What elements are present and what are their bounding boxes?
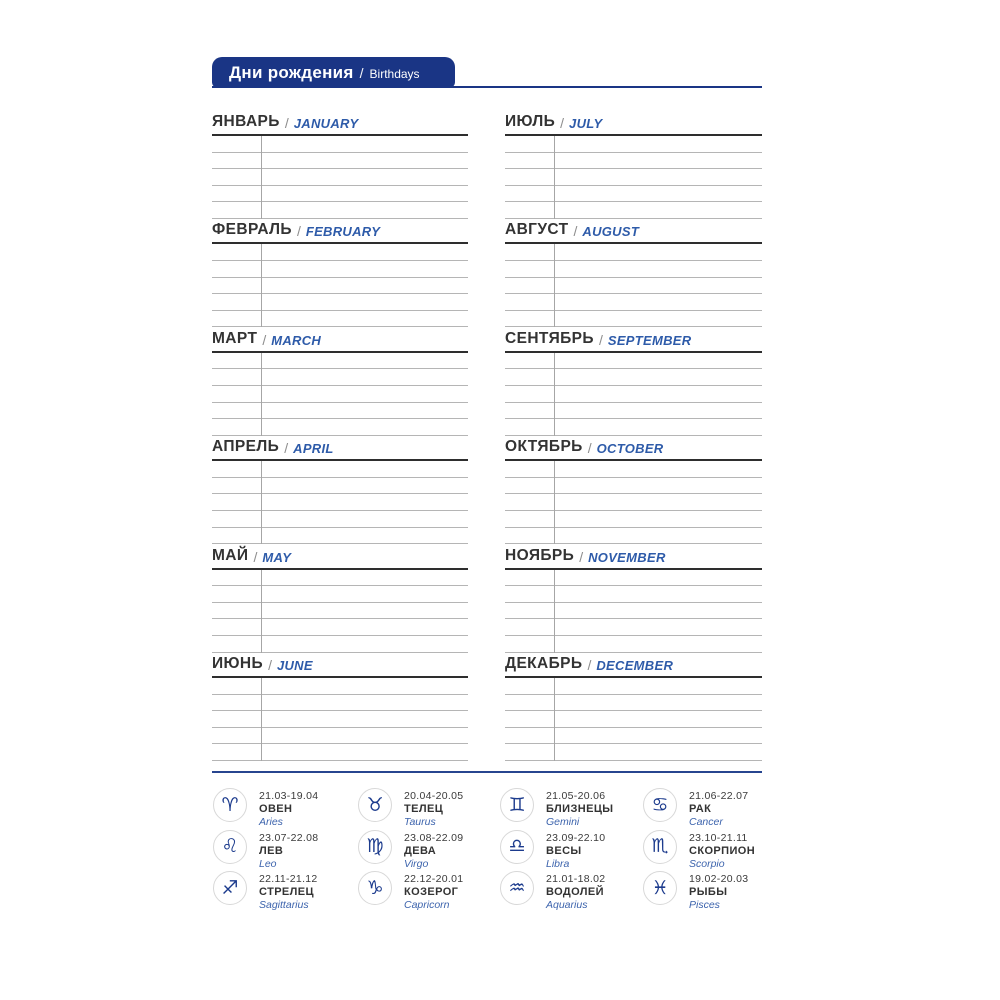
zodiac-item-aries: [213, 788, 358, 829]
month-entry-lines: [212, 244, 468, 327]
zodiac-name-ru: БЛИЗНЕЦЫ: [546, 803, 614, 815]
virgo-icon: ♍: [358, 830, 392, 864]
month-separator: /: [284, 115, 289, 131]
zodiac-name-en: Taurus: [404, 816, 436, 828]
date-column-divider: [554, 136, 555, 219]
month-name-en: AUGUST: [582, 224, 640, 240]
zodiac-date-range: 21.01-18.02: [546, 873, 606, 886]
zodiac-name-en: Capricorn: [404, 899, 450, 912]
zodiac-text: [546, 871, 605, 912]
month-name-en: NOVEMBER: [588, 549, 666, 565]
zodiac-name-en: Aquarius: [546, 899, 588, 912]
zodiac-name-ru: ТЕЛЕЦ: [404, 803, 444, 815]
month-entry-lines: [212, 353, 468, 436]
month-header: [212, 329, 468, 353]
title-separator: /: [359, 64, 364, 81]
month-separator: /: [573, 223, 578, 240]
zodiac-date-range: 20.04-20.05: [404, 790, 464, 802]
entry-line: [212, 169, 468, 186]
entry-line: [212, 636, 468, 653]
zodiac-text: [259, 871, 318, 912]
month-separator: /: [284, 440, 289, 457]
zodiac-item-cancer: [643, 788, 762, 829]
zodiac-name-ru: РАК: [689, 803, 712, 815]
month-separator: /: [268, 656, 272, 673]
month-name-en: JANUARY: [293, 116, 359, 131]
entry-line: [505, 461, 762, 478]
month-header: [505, 112, 762, 136]
month-name-en: JULY: [569, 116, 603, 131]
month-block-may: [212, 546, 468, 654]
zodiac-date-range: 21.06-22.07: [689, 790, 749, 802]
zodiac-item-taurus: [358, 788, 500, 829]
month-header: [212, 220, 468, 244]
date-column-divider: [554, 461, 555, 544]
zodiac-name-ru: РЫБЫ: [689, 886, 728, 899]
aquarius-icon: ♒: [500, 871, 534, 905]
zodiac-name-ru: ВЕСЫ: [546, 844, 582, 857]
month-block-july: [505, 112, 762, 220]
month-name-ru: ИЮНЬ: [212, 654, 264, 672]
capricorn-icon: ♑: [358, 871, 392, 905]
month-entry-lines: [212, 136, 468, 219]
month-separator: /: [598, 331, 603, 348]
month-separator: /: [262, 331, 267, 348]
month-header: [212, 654, 468, 678]
leo-icon: ♌: [213, 830, 247, 864]
entry-line: [212, 353, 468, 370]
month-name-ru: МАЙ: [212, 546, 249, 564]
zodiac-name-ru: ДЕВА: [404, 844, 437, 857]
entry-line: [505, 744, 762, 761]
entry-line: [505, 695, 762, 712]
date-column-divider: [554, 244, 555, 327]
taurus-icon: ♉: [358, 788, 392, 822]
entry-line: [505, 678, 762, 695]
entry-line: [212, 369, 468, 386]
zodiac-name-en: Gemini: [546, 816, 580, 828]
zodiac-name-en: Scorpio: [689, 857, 725, 870]
zodiac-text: [404, 788, 463, 829]
month-header: [505, 654, 762, 678]
zodiac-text: [689, 788, 748, 829]
zodiac-item-libra: [500, 830, 643, 871]
entry-line: [212, 186, 468, 203]
entry-line: [212, 570, 468, 587]
month-header: [505, 329, 762, 353]
month-block-january: [212, 112, 468, 220]
zodiac-text: [259, 830, 318, 871]
entry-line: [212, 619, 468, 636]
zodiac-name-ru: ЛЕВ: [259, 844, 284, 857]
entry-line: [505, 311, 762, 328]
month-block-december: [505, 654, 762, 762]
month-block-june: [212, 654, 468, 762]
zodiac-item-pisces: [643, 871, 762, 912]
zodiac-date-range: 23.07-22.08: [259, 831, 319, 844]
month-name-en: MAY: [262, 549, 292, 565]
entry-line: [505, 570, 762, 587]
date-column-divider: [261, 678, 262, 761]
entry-line: [212, 461, 468, 478]
entry-line: [505, 261, 762, 278]
month-header: [212, 112, 468, 136]
entry-line: [212, 678, 468, 695]
zodiac-name-en: Pisces: [689, 899, 720, 912]
month-header: [212, 437, 468, 461]
month-separator: /: [296, 223, 301, 240]
month-entry-lines: [212, 570, 468, 653]
zodiac-name-ru: ВОДОЛЕЙ: [546, 886, 604, 899]
entry-line: [505, 386, 762, 403]
entry-line: [505, 636, 762, 653]
month-block-april: [212, 437, 468, 545]
month-name-ru: ФЕВРАЛЬ: [212, 221, 292, 239]
entry-line: [505, 244, 762, 261]
zodiac-item-sagittarius: [213, 871, 358, 912]
date-column-divider: [554, 353, 555, 436]
zodiac-name-en: Cancer: [689, 816, 723, 828]
entry-line: [212, 261, 468, 278]
entry-line: [505, 202, 762, 219]
zodiac-item-virgo: [358, 830, 500, 871]
entry-line: [505, 403, 762, 420]
month-block-august: [505, 220, 762, 328]
sagittarius-icon: ♐: [213, 871, 247, 905]
gemini-icon: ♊: [500, 788, 534, 822]
zodiac-legend: [213, 788, 762, 913]
zodiac-text: [546, 830, 605, 871]
month-block-march: [212, 329, 468, 437]
zodiac-text: [689, 871, 748, 912]
month-entry-lines: [212, 461, 468, 544]
month-block-september: [505, 329, 762, 437]
entry-line: [212, 494, 468, 511]
zodiac-date-range: 23.09-22.10: [546, 831, 606, 844]
zodiac-name-ru: СТРЕЛЕЦ: [259, 886, 314, 899]
entry-line: [505, 153, 762, 170]
zodiac-name-ru: ОВЕН: [259, 803, 293, 815]
months-grid: [212, 112, 762, 762]
month-entry-lines: [505, 461, 762, 544]
date-column-divider: [261, 570, 262, 653]
month-name-en: DECEMBER: [596, 657, 674, 673]
entry-line: [212, 202, 468, 219]
page-title-ru: Дни рождения: [229, 62, 354, 82]
zodiac-name-en: Leo: [259, 857, 277, 870]
date-column-divider: [261, 136, 262, 219]
month-name-en: MARCH: [271, 332, 322, 348]
month-name-en: APRIL: [293, 441, 334, 457]
month-name-ru: ИЮЛЬ: [505, 113, 556, 130]
month-separator: /: [579, 548, 584, 565]
entry-line: [212, 711, 468, 728]
entry-line: [212, 528, 468, 545]
entry-line: [505, 278, 762, 295]
entry-line: [505, 511, 762, 528]
month-name-ru: ОКТЯБРЬ: [505, 438, 583, 456]
zodiac-date-range: 19.02-20.03: [689, 873, 749, 886]
zodiac-item-leo: [213, 830, 358, 871]
zodiac-text: [404, 830, 463, 871]
pisces-icon: ♓: [643, 871, 677, 905]
aries-icon: ♈: [213, 788, 247, 822]
month-header: [505, 220, 762, 244]
date-column-divider: [554, 678, 555, 761]
zodiac-item-capricorn: [358, 871, 500, 912]
zodiac-date-range: 23.08-22.09: [404, 831, 464, 844]
month-header: [212, 546, 468, 570]
entry-line: [212, 311, 468, 328]
section-divider: [212, 771, 762, 773]
entry-line: [505, 494, 762, 511]
entry-line: [212, 419, 468, 436]
month-block-october: [505, 437, 762, 545]
month-name-ru: ЯНВАРЬ: [212, 113, 280, 130]
entry-line: [505, 603, 762, 620]
month-entry-lines: [505, 244, 762, 327]
zodiac-item-scorpio: [643, 830, 762, 871]
entry-line: [505, 619, 762, 636]
month-separator: /: [253, 548, 258, 565]
month-entry-lines: [505, 570, 762, 653]
date-column-divider: [261, 461, 262, 544]
month-entry-lines: [505, 136, 762, 219]
entry-line: [505, 586, 762, 603]
zodiac-name-ru: СКОРПИОН: [689, 844, 756, 857]
month-block-february: [212, 220, 468, 328]
entry-line: [212, 728, 468, 745]
entry-line: [212, 244, 468, 261]
month-entry-lines: [505, 678, 762, 761]
entry-line: [212, 278, 468, 295]
entry-line: [505, 528, 762, 545]
zodiac-name-en: Aries: [259, 816, 283, 828]
entry-line: [212, 695, 468, 712]
page-title-en: Birthdays: [369, 66, 420, 81]
month-name-ru: СЕНТЯБРЬ: [505, 329, 594, 347]
entry-line: [505, 711, 762, 728]
entry-line: [505, 419, 762, 436]
entry-line: [505, 353, 762, 370]
entry-line: [505, 136, 762, 153]
month-name-en: JUNE: [276, 657, 313, 673]
cancer-icon: ♋: [643, 788, 677, 822]
zodiac-item-gemini: [500, 788, 643, 829]
zodiac-item-aquarius: [500, 871, 643, 912]
month-separator: /: [587, 656, 592, 673]
zodiac-date-range: 23.10-21.11: [689, 831, 748, 844]
month-header: [505, 546, 762, 570]
entry-line: [505, 369, 762, 386]
entry-line: [212, 586, 468, 603]
month-entry-lines: [505, 353, 762, 436]
zodiac-name-en: Virgo: [404, 857, 429, 870]
month-name-ru: АПРЕЛЬ: [212, 438, 280, 456]
zodiac-date-range: 21.05-20.06: [546, 790, 606, 802]
entry-line: [505, 186, 762, 203]
month-separator: /: [587, 440, 592, 457]
month-header: [505, 437, 762, 461]
zodiac-text: [546, 788, 613, 829]
entry-line: [212, 511, 468, 528]
zodiac-name-en: Sagittarius: [259, 899, 309, 912]
zodiac-date-range: 22.11-21.12: [259, 873, 318, 886]
zodiac-text: [404, 871, 463, 912]
date-column-divider: [261, 353, 262, 436]
entry-line: [212, 386, 468, 403]
date-column-divider: [554, 570, 555, 653]
entry-line: [505, 169, 762, 186]
entry-line: [212, 153, 468, 170]
zodiac-name-en: Libra: [546, 857, 570, 870]
entry-line: [505, 294, 762, 311]
zodiac-text: [259, 788, 318, 829]
month-name-en: SEPTEMBER: [607, 332, 692, 348]
entry-line: [212, 136, 468, 153]
zodiac-text: [689, 830, 755, 871]
month-separator: /: [560, 115, 565, 131]
month-name-ru: НОЯБРЬ: [505, 546, 575, 564]
entry-line: [212, 478, 468, 495]
entry-line: [212, 603, 468, 620]
month-name-ru: МАРТ: [212, 329, 258, 347]
zodiac-date-range: 22.12-20.01: [404, 873, 464, 886]
birthdays-tab: [212, 57, 455, 88]
entry-line: [212, 744, 468, 761]
scorpio-icon: ♏: [643, 830, 677, 864]
date-column-divider: [261, 244, 262, 327]
entry-line: [505, 728, 762, 745]
month-name-en: FEBRUARY: [305, 224, 381, 240]
zodiac-name-ru: КОЗЕРОГ: [404, 886, 459, 899]
month-name-ru: ДЕКАБРЬ: [505, 654, 583, 672]
month-block-november: [505, 546, 762, 654]
month-name-ru: АВГУСТ: [505, 221, 569, 239]
libra-icon: ♎: [500, 830, 534, 864]
birthdays-page: [212, 0, 762, 1000]
month-name-en: OCTOBER: [596, 441, 664, 457]
zodiac-date-range: 21.03-19.04: [259, 790, 319, 802]
entry-line: [505, 478, 762, 495]
entry-line: [212, 294, 468, 311]
month-entry-lines: [212, 678, 468, 761]
entry-line: [212, 403, 468, 420]
